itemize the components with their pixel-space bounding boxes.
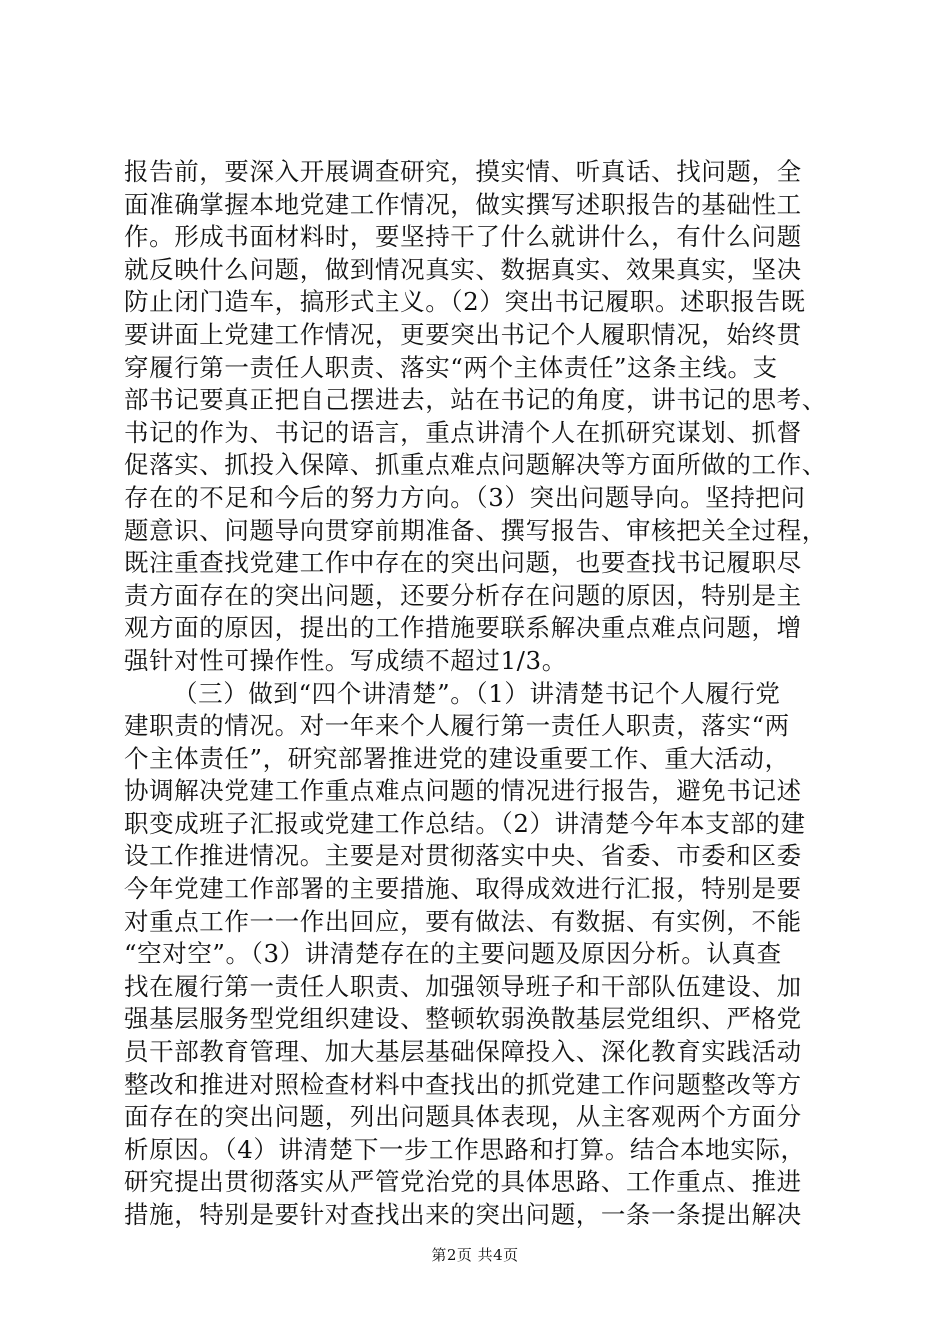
text-line: 研究提出贯彻落实从严管党治党的具体思路、工作重点、推进 bbox=[124, 1167, 802, 1197]
text-line: 个主体责任”，研究部署推进党的建设重要工作、重大活动， bbox=[124, 743, 790, 773]
text-line: 强针对性可操作性。写成绩不超过1/3。 bbox=[124, 645, 567, 675]
text-line: 穿履行第一责任人职责、落实“两个主体责任”这条主线。支 bbox=[124, 352, 778, 382]
text-line: 责方面存在的突出问题，还要分析存在问题的原因，特别是主 bbox=[124, 580, 802, 610]
text-line: 面存在的突出问题，列出问题具体表现，从主客观两个方面分 bbox=[124, 1102, 802, 1132]
text-line: 建职责的情况。对一年来个人履行第一责任人职责，落实“两 bbox=[124, 711, 790, 741]
text-line: 员干部教育管理、加大基层基础保障投入、深化教育实践活动 bbox=[124, 1037, 802, 1067]
text-line: 促落实、抓投入保障、抓重点难点问题解决等方面所做的工作、 bbox=[124, 450, 827, 480]
text-line: 强基层服务型党组织建设、整顿软弱涣散基层党组织、严格党 bbox=[124, 1004, 802, 1034]
text-line: 措施，特别是要针对查找出来的突出问题，一条一条提出解决 bbox=[124, 1200, 802, 1229]
text-line: 报告前，要深入开展调查研究，摸实情、听真话、找问题，全 bbox=[124, 157, 802, 186]
text-line: 防止闭门造车，搞形式主义。（2）突出书记履职。述职报告既 bbox=[124, 287, 806, 317]
text-line: 职变成班子汇报或党建工作总结。（2）讲清楚今年本支部的建 bbox=[124, 808, 806, 838]
text-line: 要讲面上党建工作情况，更要突出书记个人履职情况，始终贯 bbox=[124, 319, 802, 349]
text-line: 就反映什么问题，做到情况真实、数据真实、效果真实，坚决 bbox=[124, 254, 802, 284]
page-number-footer: 第2页 共4页 bbox=[431, 1246, 519, 1264]
text-line: 观方面的原因，提出的工作措施要联系解决重点难点问题，增 bbox=[124, 613, 802, 643]
text-line: “空对空”。（3）讲清楚存在的主要问题及原因分析。认真查 bbox=[124, 939, 782, 969]
text-line: 今年党建工作部署的主要措施、取得成效进行汇报，特别是要 bbox=[124, 874, 802, 904]
text-line: 析原因。（4）讲清楚下一步工作思路和打算。结合本地实际， bbox=[124, 1134, 806, 1164]
text-line: 对重点工作一一作出回应，要有做法、有数据、有实例，不能 bbox=[124, 906, 802, 936]
text-line: 书记的作为、书记的语言，重点讲清个人在抓研究谋划、抓督 bbox=[124, 417, 802, 447]
text-line: 存在的不足和今后的努力方向。（3）突出问题导向。坚持把问 bbox=[124, 482, 806, 512]
text-line: 面准确掌握本地党建工作情况，做实撰写述职报告的基础性工 bbox=[124, 189, 802, 219]
text-line: 题意识、问题导向贯穿前期准备、撰写报告、审核把关全过程， bbox=[124, 515, 827, 545]
text-line: 协调解决党建工作重点难点问题的情况进行报告，避免书记述 bbox=[124, 776, 802, 806]
paragraph-start-line: （三）做到“四个讲清楚”。（1）讲清楚书记个人履行党 bbox=[173, 678, 781, 708]
text-line: 作。形成书面材料时，要坚持干了什么就讲什么，有什么问题 bbox=[124, 222, 802, 252]
text-line: 部书记要真正把自己摆进去，站在书记的角度，讲书记的思考、 bbox=[124, 385, 827, 415]
text-line: 既注重查找党建工作中存在的突出问题，也要查找书记履职尽 bbox=[124, 548, 802, 578]
text-line: 设工作推进情况。主要是对贯彻落实中央、省委、市委和区委 bbox=[124, 841, 802, 871]
text-line: 找在履行第一责任人职责、加强领导班子和干部队伍建设、加 bbox=[124, 971, 802, 1001]
text-line: 整改和推进对照检查材料中查找出的抓党建工作问题整改等方 bbox=[124, 1069, 802, 1099]
document-body bbox=[124, 156, 834, 1232]
